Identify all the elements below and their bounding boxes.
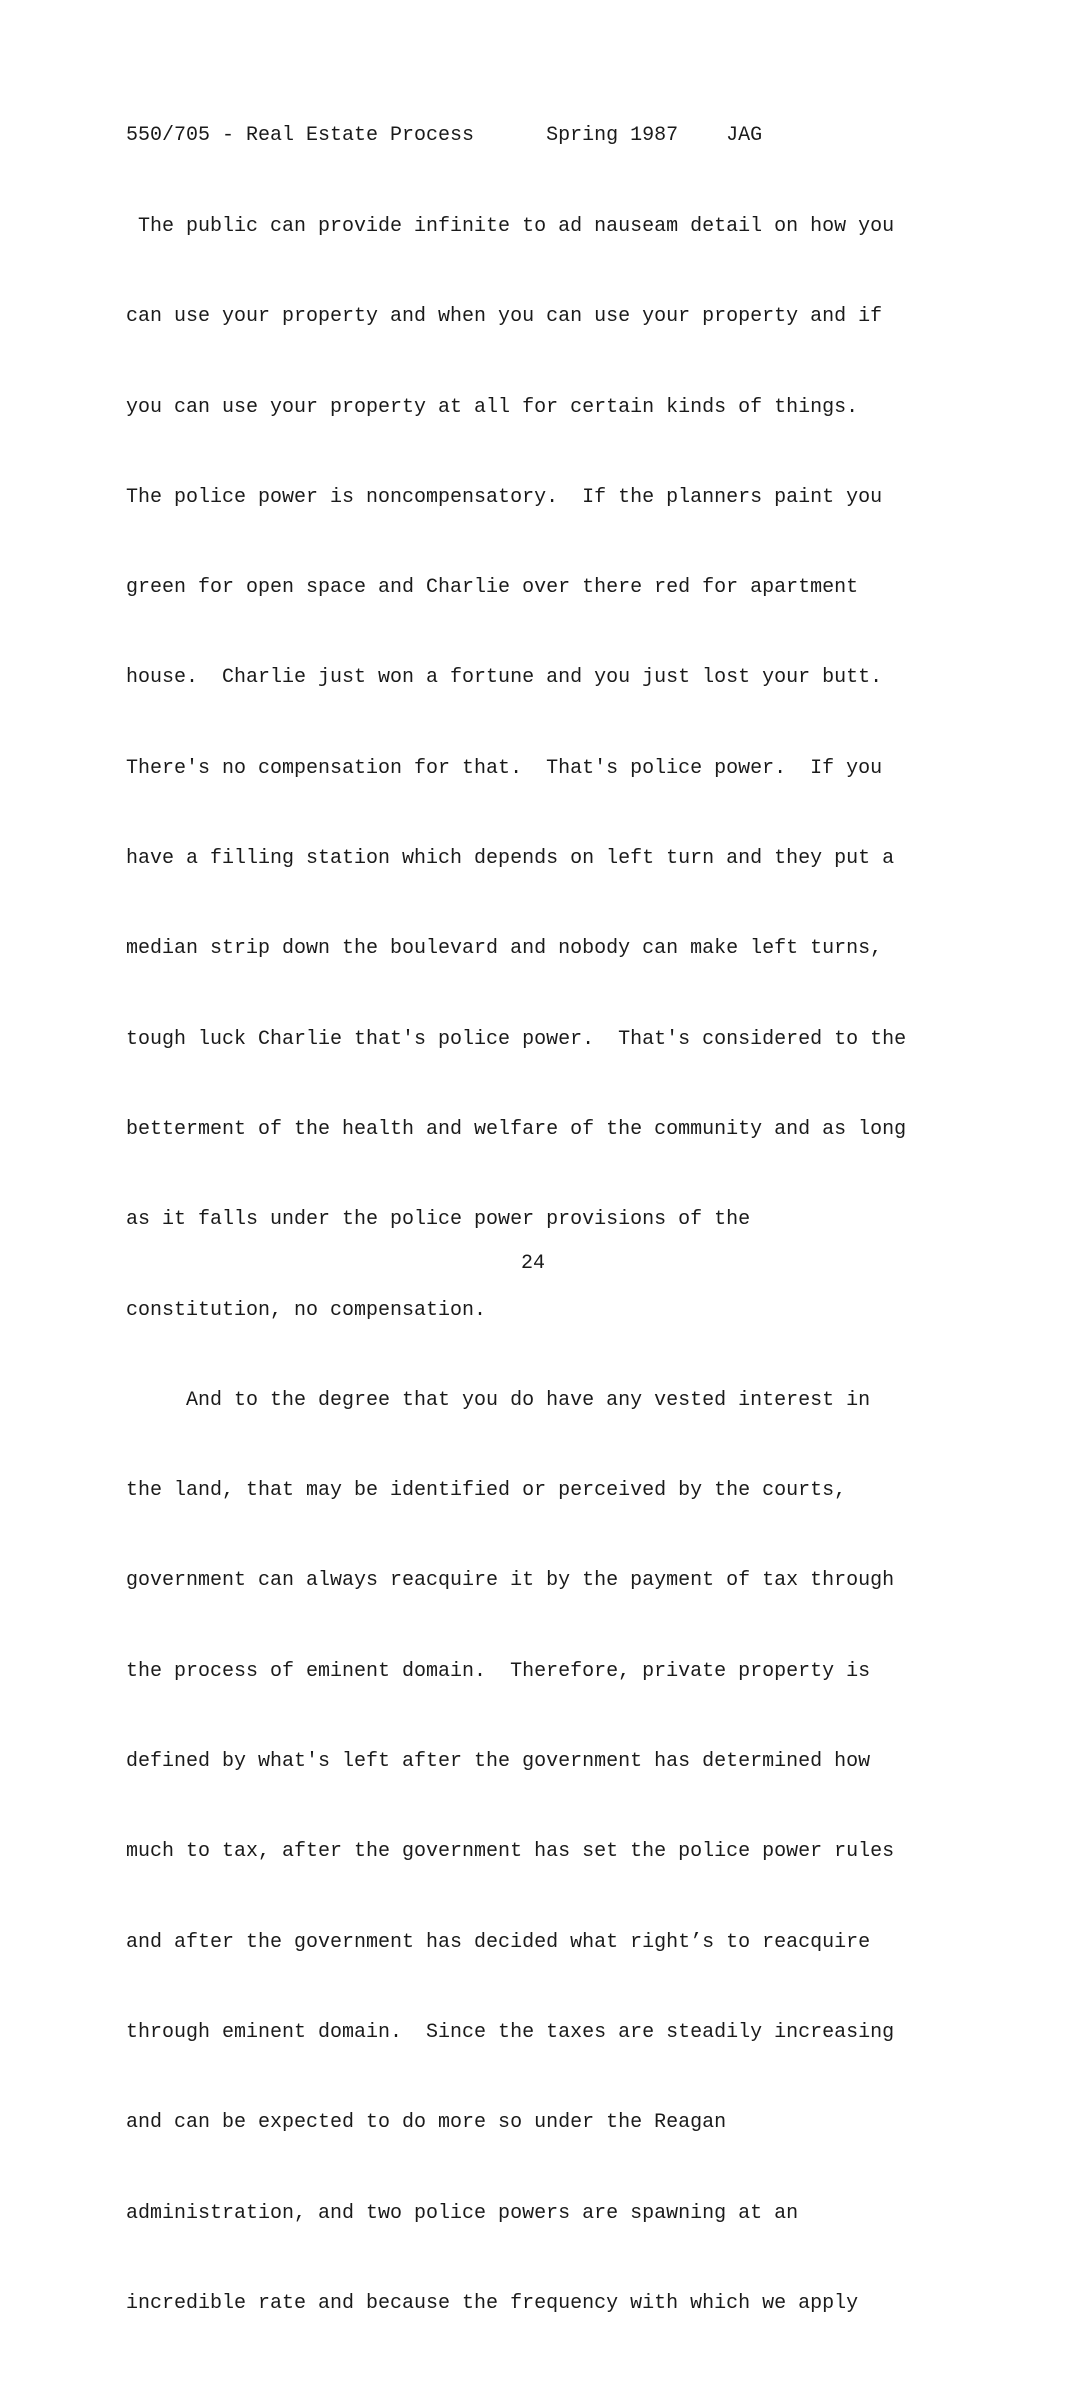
text-line: you can use your property at all for certain kinds of things.: [126, 395, 859, 419]
text-line: can use your property and when you can use your property and if: [126, 305, 883, 329]
text-line: much to tax, after the government has set the police power rules: [126, 1840, 895, 1864]
text-line: incredible rate and because the frequency with which we apply: [126, 2291, 859, 2315]
text-line: the process of eminent domain. Therefore, private property is: [126, 1659, 871, 1683]
text-line: There's no compensation for that. That's police power. If you: [126, 756, 883, 780]
text-line: constitution, no compensation.: [126, 1298, 487, 1322]
text-line: administration, and two police powers are spawning at an: [126, 2201, 799, 2225]
text-line: median strip down the boulevard and nobody can make left turns,: [126, 937, 883, 961]
text-line: through eminent domain. Since the taxes are steadily increasing: [126, 2020, 895, 2044]
text-line: betterment of the health and welfare of the community and as long: [126, 1117, 907, 1141]
text-line: house. Charlie just won a fortune and you just lost your butt.: [126, 666, 883, 690]
text-line: and can be expected to do more so under the Reagan: [126, 2111, 727, 2135]
text-line: government can always reacquire it by the payment of tax through: [126, 1569, 895, 1593]
text-line: tough luck Charlie that's police power. That's considered to the: [126, 1027, 907, 1051]
text-line: The police power is noncompensatory. If the planners paint you: [126, 485, 883, 509]
page-number: 24: [520, 1252, 545, 1275]
text-line: green for open space and Charlie over there red for apartment: [126, 576, 859, 600]
text-line: and after the government has decided what right’s to reacquire: [126, 1930, 871, 1954]
page-header: 550/705 - Real Estate Process Spring 1987 JAG: [126, 124, 763, 147]
text-line: And to the degree that you do have any vested interest in: [126, 1388, 871, 1412]
text-line: the land, that may be identified or perceived by the courts,: [126, 1479, 847, 1503]
text-line: have a filling station which depends on left turn and they put a: [126, 847, 895, 871]
text-line: as it falls under the police power provisions of the: [126, 1208, 751, 1232]
text-line: defined by what's left after the government has determined how: [126, 1750, 871, 1774]
text-line: The public can provide infinite to ad nauseam detail on how you: [126, 215, 895, 238]
